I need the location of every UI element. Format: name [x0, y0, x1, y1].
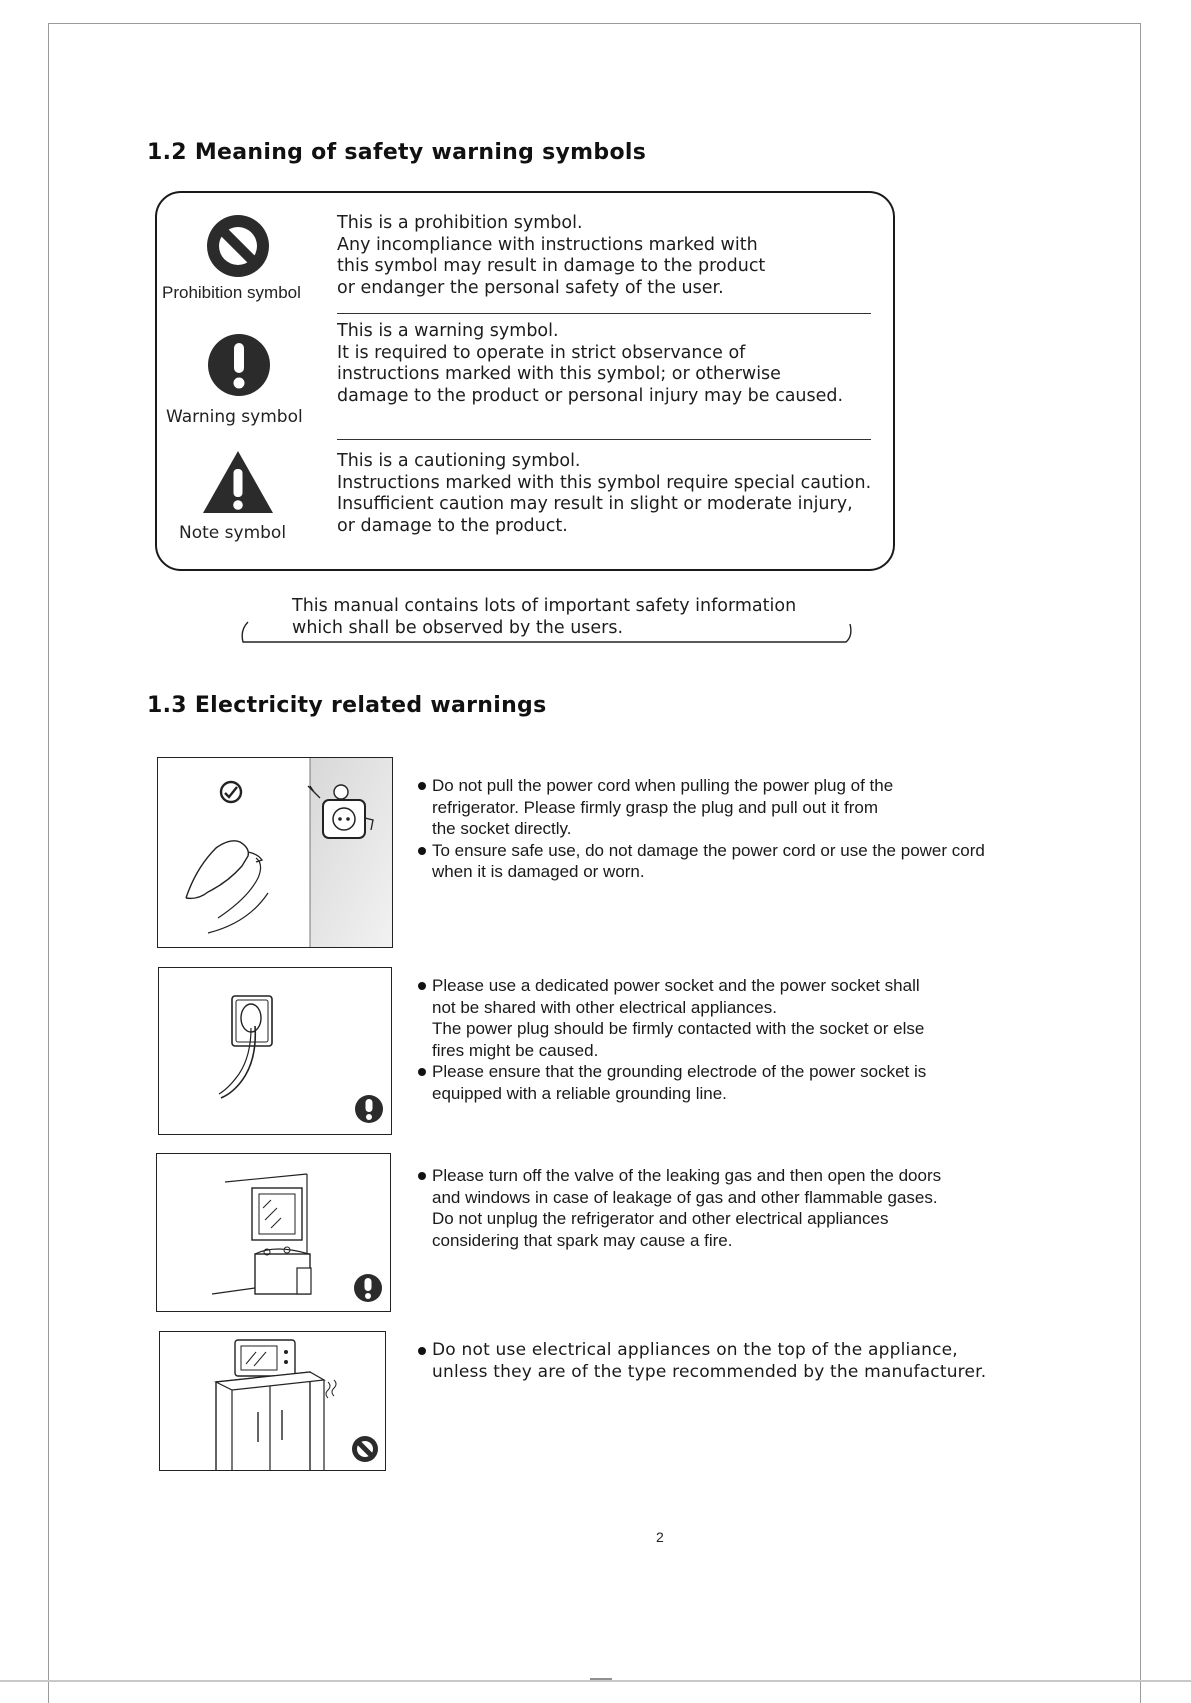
illustration-drawing	[158, 758, 393, 948]
symbol-description	[337, 451, 871, 537]
text-line: This is a warning symbol.	[337, 321, 559, 341]
bullet-item	[418, 775, 985, 797]
text-line: Instructions marked with this symbol require special caution.	[337, 472, 872, 493]
wall-socket-illustration	[158, 967, 392, 1135]
text-line: equipped with a reliable grounding line.	[432, 1083, 727, 1103]
symbol-caption: Prohibition symbol	[162, 283, 301, 302]
prohibition-icon	[352, 1436, 378, 1462]
unplug-refrigerator-illustration	[157, 757, 393, 948]
symbol-description	[337, 213, 765, 299]
text-line: or damage to the product.	[337, 515, 568, 536]
text-line: Do not unplug the refrigerator and other electrical appliances	[432, 1209, 889, 1229]
caution-triangle-icon	[201, 449, 275, 515]
symbol-caption: Warning symbol	[166, 407, 303, 427]
text-line: or endanger the personal safety of the user.	[337, 277, 724, 298]
text-line: Please ensure that the grounding electrode of the power socket is	[432, 1062, 927, 1082]
text-line: Insufficient caution may result in slight or moderate injury,	[337, 494, 853, 515]
text-line: This manual contains lots of important safety information	[292, 596, 797, 616]
warning-text	[418, 775, 985, 883]
text-line: This is a prohibition symbol.	[337, 213, 583, 233]
symbol-caption: Note symbol	[179, 523, 287, 543]
text-line: To ensure safe use, do not damage the power cord or use the power cord	[432, 840, 985, 860]
warning-text	[418, 975, 926, 1105]
divider	[337, 439, 871, 440]
text-line: refrigerator. Please firmly grasp the plug and pull out it from	[432, 797, 878, 817]
text-line: and windows in case of leakage of gas and other flammable gases.	[432, 1187, 938, 1207]
exclamation-icon	[354, 1274, 382, 1302]
bullet-item	[418, 975, 926, 997]
exclamation-icon	[207, 333, 271, 397]
safety-note	[238, 596, 858, 648]
prohibition-icon	[205, 213, 271, 279]
text-line: when it is damaged or worn.	[432, 862, 645, 882]
exclamation-icon	[355, 1095, 383, 1123]
text-line: The power plug should be firmly contacted with the socket or else	[432, 1019, 925, 1039]
warning-text	[418, 1340, 986, 1383]
warning-text	[418, 1165, 941, 1251]
prohibition-icon	[221, 782, 241, 802]
text-line: Please use a dedicated power socket and the power socket shall	[432, 976, 920, 995]
symbol-description	[337, 321, 843, 407]
bullet-item	[418, 1340, 986, 1362]
gas-leak-illustration	[156, 1153, 391, 1312]
page-number: 2	[656, 1529, 664, 1545]
text-line: Do not use electrical appliances on the top of the appliance,	[432, 1340, 958, 1360]
text-line: fires might be caused.	[432, 1040, 599, 1060]
text-line: considering that spark may cause a fire.	[432, 1230, 733, 1250]
section-heading-symbols: 1.2 Meaning of safety warning symbols	[147, 140, 647, 165]
text-line: damage to the product or personal injury may be caused.	[337, 385, 844, 406]
divider	[337, 313, 871, 314]
text-line: not be shared with other electrical appliances.	[432, 997, 777, 1017]
text-line: It is required to operate in strict observance of	[337, 342, 746, 363]
illustration-drawing	[160, 1332, 386, 1471]
bottom-rule	[0, 1680, 1191, 1682]
bottom-rule-mark	[590, 1678, 612, 1680]
bullet-item	[418, 1165, 941, 1187]
microwave-on-fridge-illustration	[159, 1331, 386, 1471]
symbols-panel	[155, 191, 895, 571]
illustration-drawing	[157, 1154, 391, 1312]
text-line: This is a cautioning symbol.	[337, 451, 581, 471]
text-line: instructions marked with this symbol; or otherwise	[337, 364, 781, 385]
text-line: unless they are of the type recommended by the manufacturer.	[432, 1361, 987, 1382]
text-line: Do not pull the power cord when pulling the power plug of the	[432, 776, 894, 795]
text-line: the socket directly.	[432, 819, 572, 839]
bullet-item	[418, 1061, 926, 1083]
text-line: Any incompliance with instructions marked with	[337, 234, 758, 255]
text-line: this symbol may result in damage to the product	[337, 256, 766, 277]
text-line: Please turn off the valve of the leaking gas and then open the doors	[432, 1166, 942, 1185]
text-line: which shall be observed by the users.	[292, 617, 624, 638]
bullet-item	[418, 840, 985, 862]
note-text	[292, 596, 796, 639]
section-heading-electricity: 1.3 Electricity related warnings	[147, 693, 547, 718]
illustration-drawing	[159, 968, 392, 1135]
